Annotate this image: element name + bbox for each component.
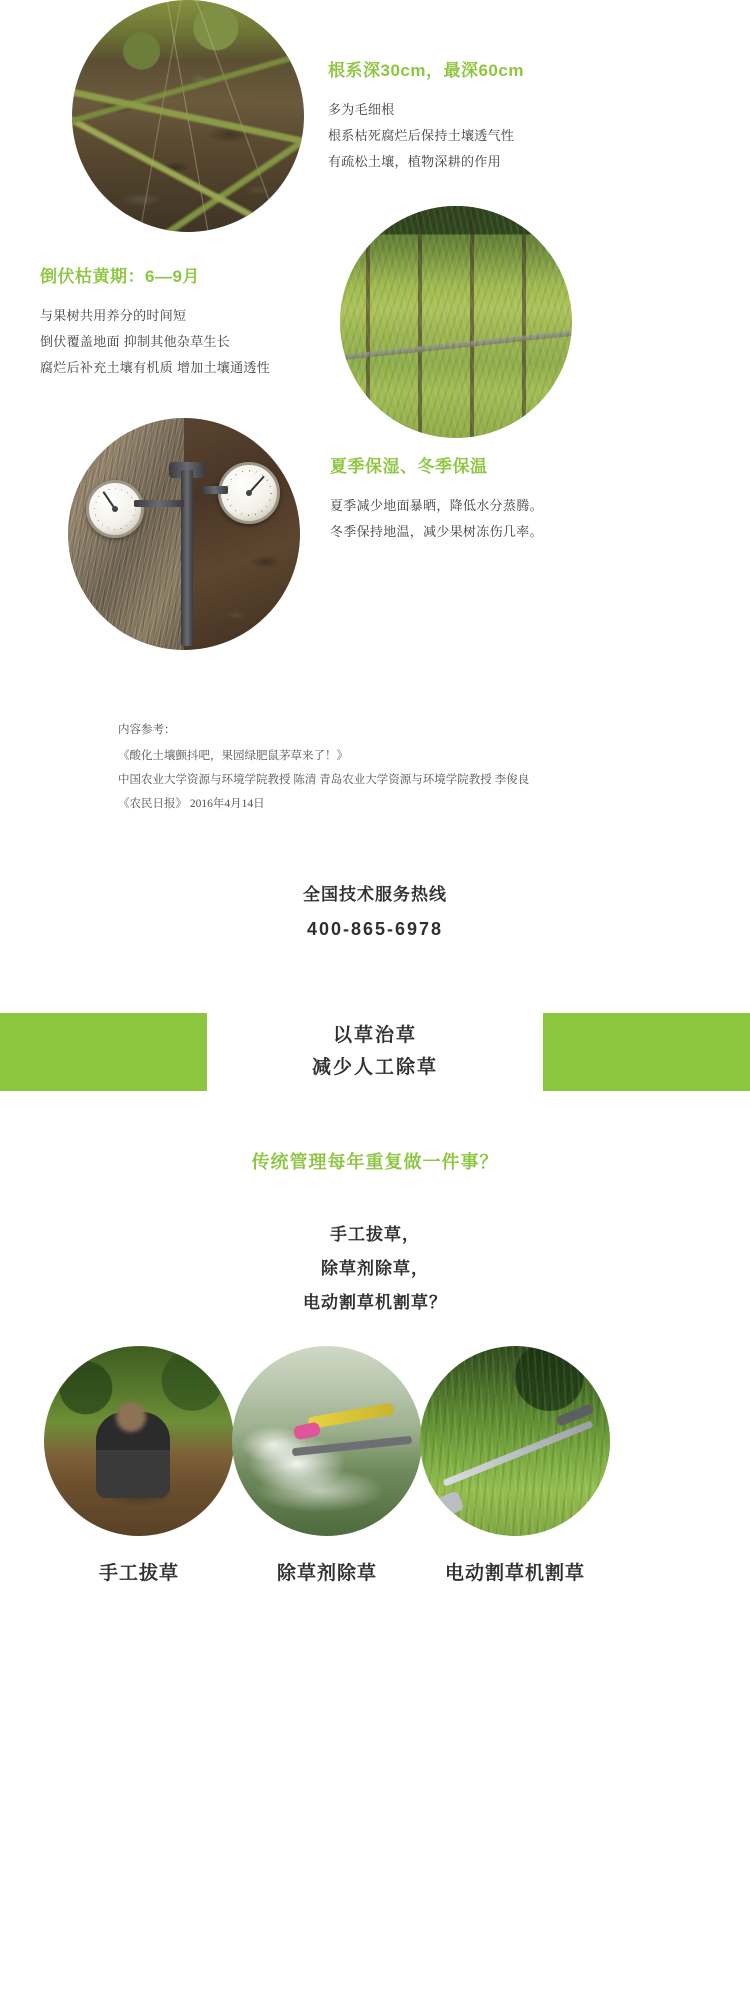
reference-line-2: 中国农业大学资源与环境学院教授 陈清 青岛农业大学资源与环境学院教授 李俊良	[118, 774, 530, 786]
page-bottom-cut	[0, 1985, 750, 1989]
question-item-1: 手工拔草，	[330, 1225, 420, 1244]
question-item-3: 电动割草机割草？	[303, 1293, 447, 1312]
grass-blades	[72, 0, 304, 232]
question-heading: 传统管理每年重复做一件事？	[251, 1152, 499, 1172]
dial-hub	[112, 506, 118, 512]
section-banner	[0, 1013, 750, 1091]
grass-texture	[340, 206, 572, 438]
fall-heading: 倒伏枯黄期：6—9月	[40, 267, 200, 286]
probe-stem	[181, 470, 193, 646]
question-list	[0, 1218, 750, 1320]
banner-line-1: 以草治草	[332, 1025, 417, 1046]
question-item-2: 除草剂除草，	[321, 1259, 429, 1278]
fall-line-1: 与果树共用养分的时间短	[40, 308, 187, 323]
fall-text-block	[40, 262, 340, 381]
root-soil-photo	[72, 0, 304, 232]
method-photo-mower	[420, 1346, 610, 1536]
fall-line-3: 腐烂后补充土壤有机质 增加土壤通透性	[40, 360, 271, 375]
method-caption-2: 除草剂除草	[276, 1563, 377, 1584]
method-caption-3: 电动割草机割草	[444, 1563, 585, 1584]
banner-label	[207, 1013, 543, 1091]
hotline-title: 全国技术服务热线	[303, 885, 447, 904]
hotline-number[interactable]: 400-865-6978	[306, 919, 444, 939]
reference-line-3: 《农民日报》 2016年4月14日	[118, 798, 265, 810]
root-heading: 根系深30cm，最深60cm	[328, 61, 524, 80]
bare-soil-texture	[184, 418, 300, 650]
person-head	[116, 1402, 146, 1432]
thermometer-dial-left	[86, 480, 144, 538]
reference-line-1: 《酸化土壤颤抖吧，果园绿肥鼠茅草来了！》	[118, 750, 348, 762]
temperature-line-2: 冬季保持地温，减少果树冻伤几率。	[330, 524, 543, 539]
root-line-1: 多为毛细根	[328, 102, 395, 117]
method-photo-hand-weeding	[44, 1346, 234, 1536]
probe-arm-right	[202, 486, 228, 494]
fall-line-2: 倒伏覆盖地面 抑制其他杂草生长	[40, 334, 231, 349]
question-block	[0, 1148, 750, 1320]
root-text-block	[328, 56, 708, 175]
method-caption-1: 手工拔草	[98, 1563, 179, 1584]
root-line-3: 有疏松土壤，植物深耕的作用	[328, 154, 501, 169]
reference-block	[118, 718, 638, 816]
temperature-text-block	[330, 452, 710, 545]
hotline-block	[0, 880, 750, 940]
temperature-line-1: 夏季减少地面暴晒，降低水分蒸腾。	[330, 498, 543, 513]
probe-arm-left	[134, 500, 184, 507]
dial-hub	[246, 490, 252, 496]
orchard-field-photo	[340, 206, 572, 438]
soil-temperature-photo	[68, 418, 300, 650]
method-photo-herbicide	[232, 1346, 422, 1536]
banner-line-2: 减少人工除草	[311, 1057, 438, 1078]
reference-title: 内容参考：	[118, 724, 176, 736]
root-line-2: 根系枯死腐烂后保持土壤透气性	[328, 128, 515, 143]
temperature-heading: 夏季保湿、冬季保温	[330, 457, 488, 476]
